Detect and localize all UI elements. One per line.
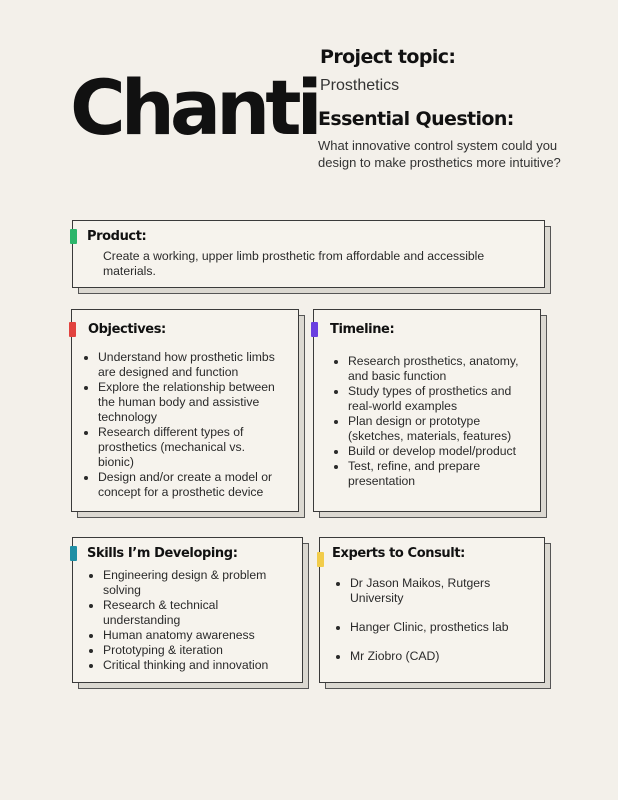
product-accent-tab <box>70 229 77 244</box>
essential-question-label: Essential Question: <box>318 108 514 130</box>
experts-list <box>334 576 534 664</box>
product-card <box>72 220 545 288</box>
product-card-body <box>72 220 545 288</box>
essential-question-text: What innovative control system could you design to make prosthetics more intuitive? <box>318 138 561 170</box>
expert-item: • Hanger Clinic, prosthetics lab <box>350 620 534 635</box>
skill-item: • Research & technical understanding <box>103 598 292 628</box>
product-text: Create a working, upper limb prosthetic from affordable and accessible materials. <box>103 249 485 278</box>
skills-title: Skills I’m Developing: <box>87 546 238 561</box>
objectives-title: Objectives: <box>88 322 166 337</box>
skills-accent-tab <box>70 546 77 561</box>
objectives-card <box>71 309 299 512</box>
skill-item: • Critical thinking and innovation <box>103 658 292 673</box>
expert-item-list <box>334 576 534 664</box>
timeline-item: • Research prosthetics, anatomy, and basic function <box>348 354 524 384</box>
timeline-accent-tab <box>311 322 318 337</box>
experts-title: Experts to Consult: <box>332 546 465 561</box>
objectives-card-body <box>71 309 299 512</box>
timeline-card <box>313 309 541 512</box>
skill-item-list <box>87 568 292 673</box>
objective-item: • Understand how prosthetic limbs are designed and function <box>98 350 282 380</box>
experts-accent-tab <box>317 552 324 567</box>
timeline-card-body <box>313 309 541 512</box>
timeline-item: • Build or develop model/product <box>348 444 524 459</box>
skills-list <box>87 568 292 673</box>
expert-item: • Dr Jason Maikos, Rutgers University <box>350 576 534 606</box>
timeline-list <box>332 354 524 489</box>
timeline-item: • Test, refine, and prepare presentation <box>348 459 524 489</box>
skills-card <box>72 537 303 683</box>
expert-item: • Mr Ziobro (CAD) <box>350 649 534 664</box>
student-name: Chanti <box>70 63 318 152</box>
objectives-accent-tab <box>69 322 76 337</box>
objectives-list <box>82 350 282 500</box>
timeline-item: • Study types of prosthetics and real-world examples <box>348 384 524 414</box>
timeline-item: • Plan design or prototype (sketches, materials, features) <box>348 414 524 444</box>
skill-item: • Human anatomy awareness <box>103 628 292 643</box>
product-title: Product: <box>87 229 147 244</box>
timeline-title: Timeline: <box>330 322 395 337</box>
objective-item-list <box>82 350 282 500</box>
objective-item: • Research different types of prosthetics (mechanical vs. bionic) <box>98 425 282 470</box>
timeline-item-list <box>332 354 524 489</box>
skill-item: • Engineering design & problem solving <box>103 568 292 598</box>
experts-card-body <box>319 537 545 683</box>
skills-card-body <box>72 537 303 683</box>
project-topic-label: Project topic: <box>320 46 456 68</box>
experts-card <box>319 537 545 683</box>
objective-item: • Explore the relationship between the human body and assistive technology <box>98 380 282 425</box>
project-topic-value: Prosthetics <box>320 77 400 94</box>
skill-item: • Prototyping & iteration <box>103 643 292 658</box>
objective-item: • Design and/or create a model or concept for a prosthetic device <box>98 470 282 500</box>
